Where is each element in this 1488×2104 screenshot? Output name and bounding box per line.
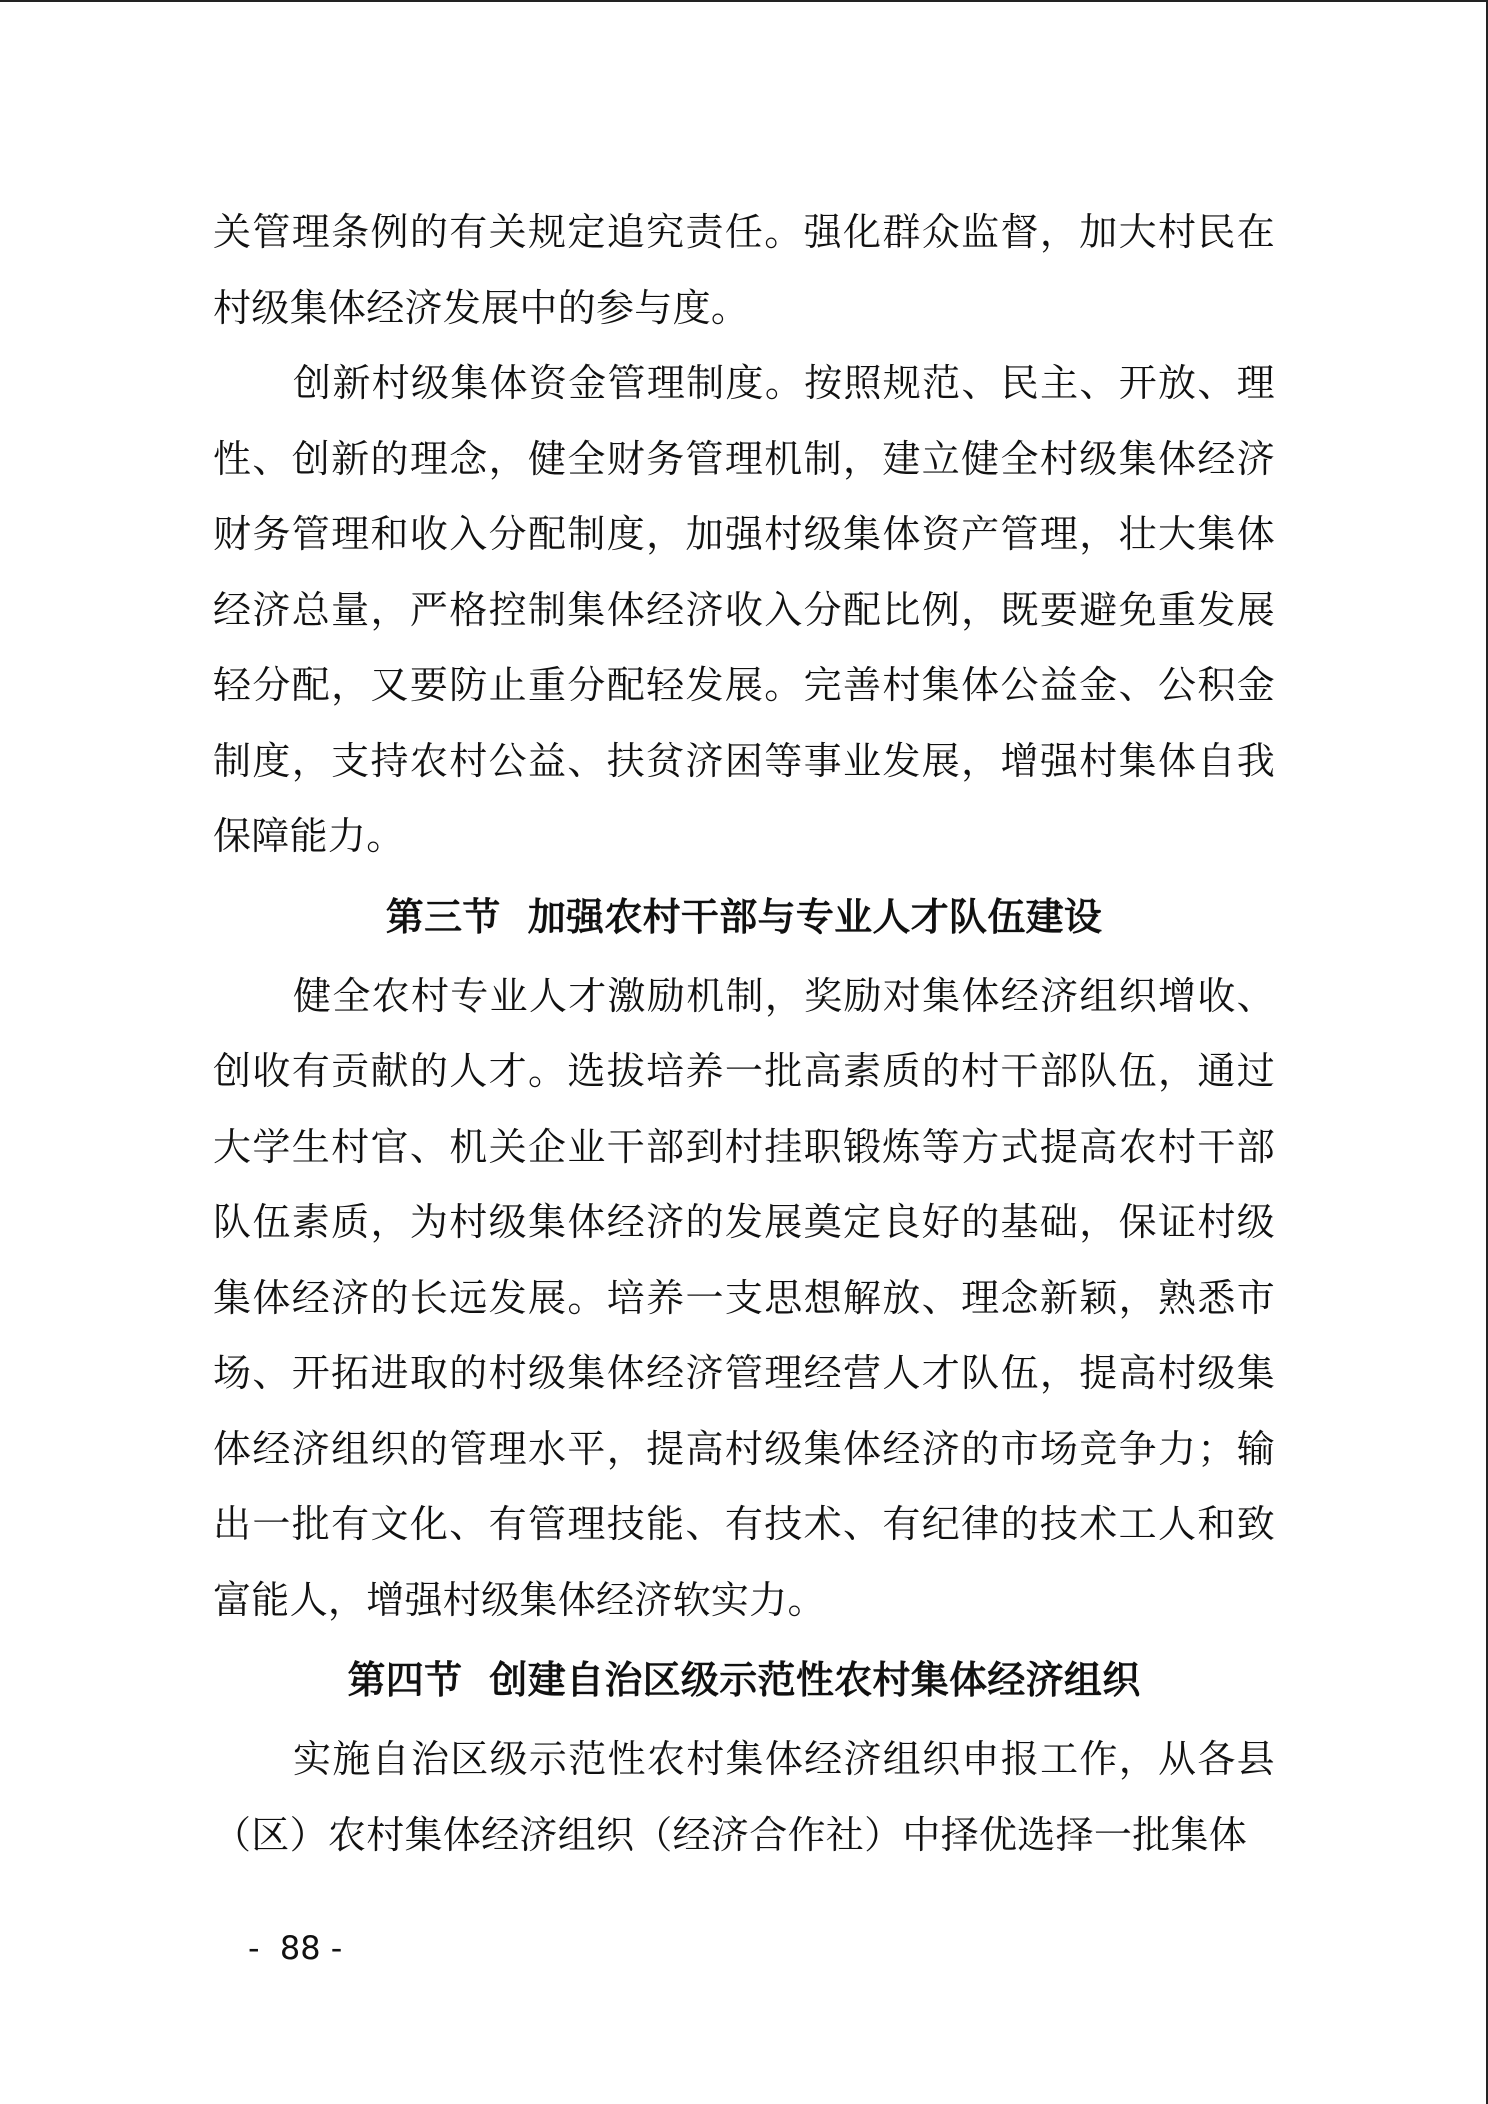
page-border-top xyxy=(0,0,1488,2)
paragraph-demonstration-org: 实施自治区级示范性农村集体经济组织申报工作，从各县（区）农村集体经济组织（经济合作社）中择优选择一批集体 xyxy=(213,1737,1275,1857)
paragraph-fund-management: 创新村级集体资金管理制度。按照规范、民主、开放、理性、创新的理念，健全财务管理机制，建立健全村级集体经济财务管理和收入分配制度，加强村级集体资产管理，壮大集体经济总量，严格控制集体经济收入分配比例，既要避免重发展轻分配，又要防止重分配轻发展。完善村集体公益金、公积金制度，支持农村公益、扶贫济困等事业发展，增强村集体自我保障能力。 xyxy=(213,361,1275,858)
paragraph-continued: 关管理条例的有关规定追究责任。强化群众监督，加大村民在村级集体经济发展中的参与度。 xyxy=(213,210,1275,330)
document-body xyxy=(213,195,1275,1873)
section-heading-4: 第四节 创建自治区级示范性农村集体经济组织 xyxy=(347,1658,1141,1702)
paragraph-talent-team: 健全农村专业人才激励机制，奖励对集体经济组织增收、创收有贡献的人才。选拔培养一批高素质的村干部队伍，通过大学生村官、机关企业干部到村挂职锻炼等方式提高农村干部队伍素质，为村级集体经济的发展奠定良好的基础，保证村级集体经济的长远发展。培养一支思想解放、理念新颖，熟悉市场、开拓进取的村级集体经济管理经营人才队伍，提高村级集体经济组织的管理水平，提高村级集体经济的市场竞争力；输出一批有文化、有管理技能、有技术、有纪律的技术工人和致富能人，增强村级集体经济软实力。 xyxy=(213,973,1275,1622)
page-number: - 88 - xyxy=(248,1929,343,1967)
section-heading-3: 第三节 加强农村干部与专业人才队伍建设 xyxy=(385,894,1103,939)
